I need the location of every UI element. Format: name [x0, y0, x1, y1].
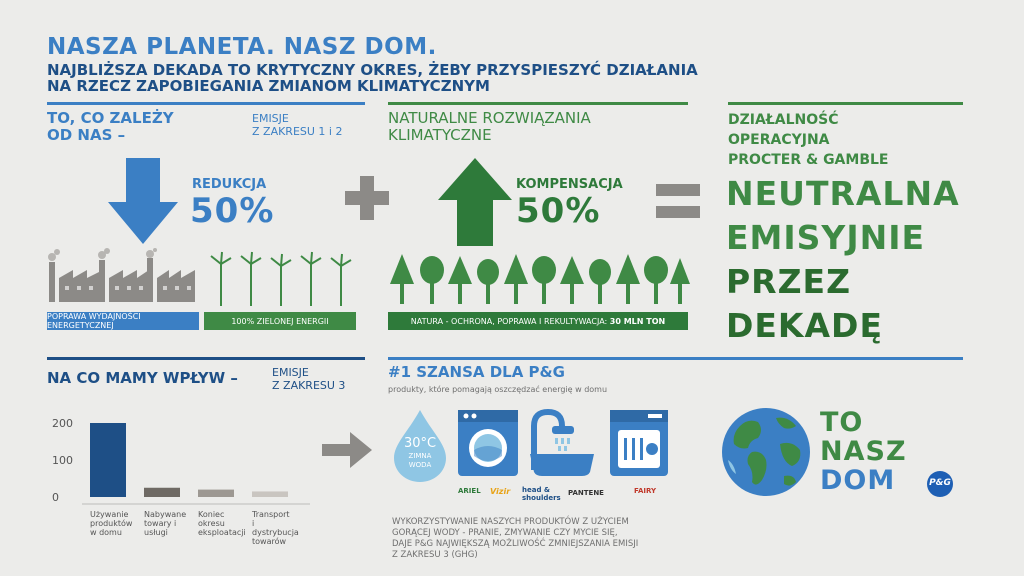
result-line-1: NEUTRALNA [726, 174, 960, 213]
factory-icon [47, 248, 197, 310]
category-label: towarów [252, 537, 287, 546]
opportunity-subheading: produkty, które pomagają oszczędzać energię w domu [388, 385, 608, 394]
category-label: usługi [144, 528, 168, 537]
divider-middle-top [388, 102, 688, 105]
scope3-heading: NA CO MAMY WPŁYW – [47, 369, 238, 387]
pg-logo-text: P&G [929, 478, 951, 488]
result-line-3: PRZEZ [726, 262, 851, 301]
neutral-statement [726, 172, 960, 348]
right-heading-line-3: PROCTER & GAMBLE [728, 152, 889, 168]
washing-machine-icon [456, 408, 520, 478]
middle-heading [388, 110, 591, 144]
compensation-label: KOMPENSACJA [516, 177, 623, 192]
body-line-3: DAJE P&G NAJWIĘKSZĄ MOŻLIWOŚĆ ZMNIEJSZANIA EMISJI [392, 539, 639, 549]
reduction-value: 50% [190, 191, 275, 231]
divider-middle-full [388, 357, 963, 360]
tagline [820, 408, 907, 495]
category-label: Koniec [198, 510, 225, 519]
tagline-line-2: NASZ [820, 436, 907, 467]
category-label: Używanie [90, 510, 129, 519]
middle-heading-line-2: KLIMATYCZNE [388, 126, 492, 144]
energy-efficiency-label: POPRAWA WYDAJNOŚCI ENERGETYCZNEJ [47, 312, 141, 330]
tagline-line-3: DOM [820, 465, 896, 496]
divider-right-top [728, 102, 963, 105]
trees-icon [388, 250, 690, 310]
subtitle-line-1: NAJBLIŻSZA DEKADA TO KRYTYCZNY OKRES, ŻEBY PRZYSPIESZYĆ DZIAŁANIA [47, 61, 698, 79]
plus-icon [345, 176, 389, 220]
drop-line-2: WODA [408, 461, 432, 469]
opportunity-body [392, 517, 638, 561]
compensation-value: 50% [516, 191, 601, 231]
energy-efficiency-bar [47, 312, 199, 330]
opportunity-heading: #1 SZANSA DLA P&G [388, 363, 565, 381]
left-scope-label [252, 112, 342, 138]
left-scope-line-2: Z ZAKRESU 1 i 2 [252, 125, 343, 138]
dishwasher-icon [608, 408, 670, 478]
page-subtitle [47, 62, 847, 94]
bar-4 [252, 491, 288, 497]
right-arrow-icon [322, 430, 372, 470]
brand-head-shoulders: head & shoulders [522, 486, 561, 502]
middle-heading-line-1: NATURALNE ROZWIĄZANIA [388, 109, 591, 127]
right-heading-line-2: OPERACYJNA [728, 132, 830, 148]
category-label: dystrybucja [252, 528, 299, 537]
body-line-4: Z ZAKRESU 3 (GHG) [392, 550, 478, 560]
up-arrow-icon [438, 158, 512, 246]
body-line-1: WYKORZYSTYWANIE NASZYCH PRODUKTÓW Z UŻYCIEM [392, 517, 629, 527]
body-line-2: GORĄCEJ WODY - PRANIE, ZMYWANIE CZY MYCIE SIĘ, [392, 528, 618, 538]
brand-pantene: PANTENE [568, 489, 604, 497]
divider-left-top [47, 102, 365, 105]
drop-line-1: ZIMNA [408, 452, 432, 460]
nature-bar [388, 312, 688, 330]
wind-turbine-icon [207, 248, 357, 310]
divider-scope3 [47, 357, 365, 360]
category-label: i [252, 519, 255, 528]
result-line-4: DEKADĘ [726, 306, 883, 345]
scope3-line-2: Z ZAKRESU 3 [272, 379, 346, 392]
tagline-line-1: TO [820, 407, 864, 438]
page-title: NASZA PLANETA. NASZ DOM. [47, 34, 437, 60]
left-heading [47, 110, 174, 144]
y-tick-label: 0 [52, 491, 59, 504]
category-label: Nabywane [144, 510, 187, 519]
subtitle-line-2: NA RZECZ ZAPOBIEGANIA ZMIANOM KLIMATYCZNYM [47, 77, 490, 95]
brand-vizir: Vizir [490, 487, 511, 496]
brand-fairy: FAIRY [634, 487, 657, 495]
scope3-label [272, 366, 345, 392]
y-tick-label: 100 [52, 454, 73, 467]
down-arrow-icon [108, 158, 178, 244]
bar-1 [90, 423, 126, 497]
left-scope-line-1: EMISJE [252, 112, 289, 125]
category-label: Transport [252, 510, 290, 519]
equals-icon [656, 184, 700, 218]
green-energy-bar [204, 312, 356, 330]
green-energy-label: 100% ZIELONEJ ENERGII [231, 316, 329, 326]
scope3-line-1: EMISJE [272, 366, 309, 379]
right-heading [728, 110, 888, 170]
bar-2 [144, 488, 180, 497]
globe-icon [718, 404, 814, 500]
category-label: produktów [90, 519, 133, 528]
bathtub-icon [528, 408, 596, 478]
right-heading-line-1: DZIAŁALNOŚĆ [728, 112, 839, 128]
brand-ariel: ARIEL [458, 487, 481, 495]
nature-bar-value: 30 MLN TON [609, 316, 666, 326]
left-heading-line-2: OD NAS – [47, 126, 126, 144]
scope3-bar-chart [40, 408, 330, 558]
result-line-2: EMISYJNIE [726, 218, 926, 257]
category-label: okresu [198, 519, 225, 528]
category-label: eksploatacji [198, 528, 246, 537]
left-heading-line-1: TO, CO ZALEŻY [47, 109, 174, 127]
category-label: w domu [90, 528, 122, 537]
nature-bar-text: NATURA - OCHRONA, POPRAWA I REKULTYWACJA: [410, 316, 608, 326]
reduction-label: REDUKCJA [192, 177, 267, 192]
bar-3 [198, 490, 234, 497]
drop-temp: 30°C [403, 436, 437, 451]
y-tick-label: 200 [52, 417, 73, 430]
category-label: towary i [144, 519, 177, 528]
